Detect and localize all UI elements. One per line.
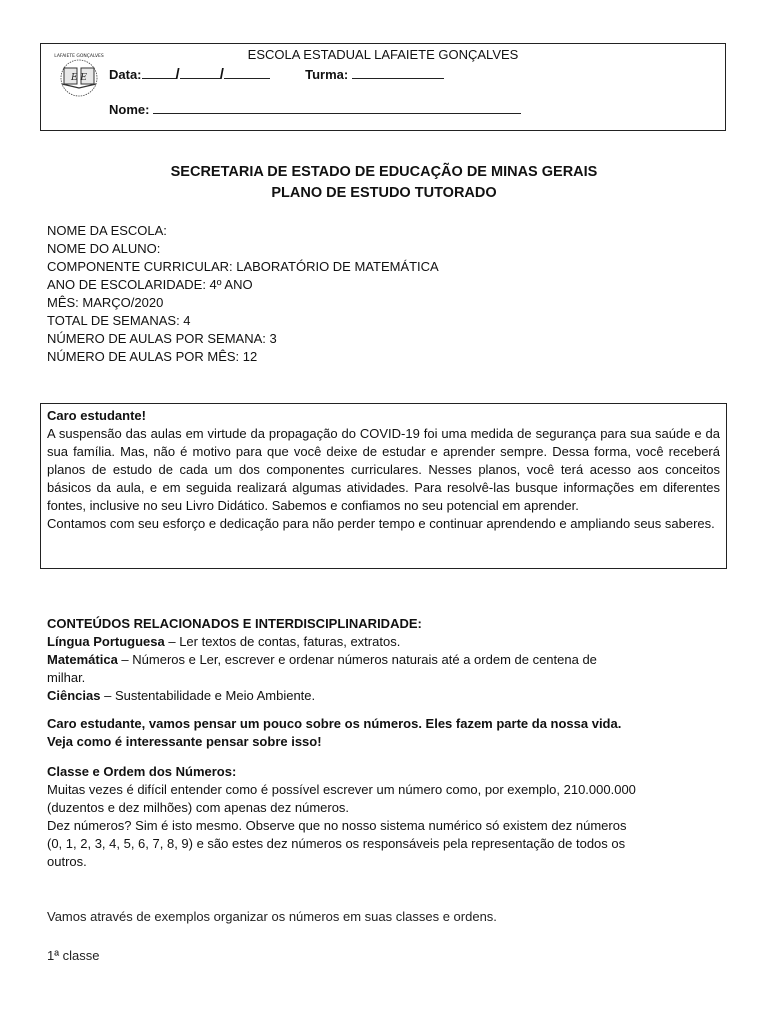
math-label: Matemática	[47, 652, 118, 667]
contents-portuguese	[47, 633, 637, 651]
date-class-line: Data: / / Turma:	[109, 66, 444, 83]
first-class-label: 1ª classe	[47, 948, 100, 963]
examples-text: Vamos através de exemplos organizar os números em suas classes e ordens.	[47, 909, 497, 924]
message-greeting: Caro estudante!	[47, 408, 146, 423]
portuguese-label: Língua Portuguesa	[47, 634, 165, 649]
school-name: ESCOLA ESTADUAL LAFAIETE GONÇALVES	[247, 47, 519, 62]
info-total-weeks: TOTAL DE SEMANAS: 4	[47, 313, 191, 328]
logo-letters: E E	[70, 73, 88, 83]
math-text: – Números e Ler, escrever e ordenar números naturais até a ordem de centena de milhar.	[47, 652, 597, 685]
contents-math	[47, 651, 637, 687]
science-text: – Sustentabilidade e Meio Ambiente.	[100, 688, 316, 703]
contents-science	[47, 687, 637, 705]
date-year-blank[interactable]	[224, 66, 270, 79]
date-month-blank[interactable]	[180, 66, 220, 79]
name-blank[interactable]	[153, 101, 521, 114]
portuguese-text: – Ler textos de contas, faturas, extratos.	[164, 634, 401, 649]
info-school-year: ANO DE ESCOLARIDADE: 4º ANO	[47, 277, 253, 292]
info-curricular-component: COMPONENTE CURRICULAR: LABORATÓRIO DE MATEMÁTICA	[47, 259, 439, 274]
contents-section	[47, 615, 637, 705]
name-line	[109, 101, 521, 117]
message-paragraph-2: Contamos com seu esforço e dedicação para não perder tempo e continuar aprendendo e ampliando seus saberes.	[47, 516, 715, 531]
section-paragraph-2: Dez números? Sim é isto mesmo. Observe que no nosso sistema numérico só existem dez números (0, 1, 2, 3, 4, 5, 6, 7, 8, 9) e são estes dez números os responsáveis pela representação de todos os outros.	[47, 818, 627, 869]
date-label: Data:	[109, 67, 142, 82]
info-student-name: NOME DO ALUNO:	[47, 241, 161, 256]
science-label: Ciências	[47, 688, 101, 703]
student-info-list	[47, 222, 439, 366]
info-month: MÊS: MARÇO/2020	[47, 295, 164, 310]
section-paragraph-1: Muitas vezes é difícil entender como é possível escrever um número como, por exemplo, 210.000.000 (duzentos e dez milhões) com apenas dez números.	[47, 782, 636, 815]
name-label: Nome:	[109, 102, 150, 117]
logo-top-text: LAFAIETE GONÇALVES	[54, 54, 104, 59]
info-classes-per-month: NÚMERO DE AULAS POR MÊS: 12	[47, 349, 258, 364]
class-order-section	[47, 763, 637, 871]
section-title: Classe e Ordem dos Números:	[47, 764, 237, 779]
document-title-line1: SECRETARIA DE ESTADO DE EDUCAÇÃO DE MINAS GERAIS	[170, 164, 598, 180]
contents-heading: CONTEÚDOS RELACIONADOS E INTERDISCIPLINARIDADE:	[47, 616, 422, 631]
class-blank[interactable]	[352, 66, 444, 79]
student-message-box	[40, 403, 727, 569]
date-day-blank[interactable]	[142, 66, 176, 79]
message-paragraph-1: A suspensão das aulas em virtude da propagação do COVID-19 foi uma medida de segurança para sua saúde e da sua família. Mas, não é motivo para que você deixe de estudar e aprender sempre. Dessa forma, você receberá planos de estudo de cada um dos componentes curriculares. Nesses planos, você terá acesso aos conceitos básicos da aula, e em seguida realizará algumas atividades. Para resolvê-las busque informações em diferentes fontes, inclusive no seu Livro Didático. Sabemos e confiamos no seu potencial em aprender.	[47, 426, 720, 513]
intro-paragraph: Caro estudante, vamos pensar um pouco sobre os números. Eles fazem parte da nossa vida. Veja como é interessante pensar sobre isso!	[47, 716, 622, 749]
class-label: Turma:	[305, 67, 349, 82]
school-header-box	[40, 43, 726, 131]
info-classes-per-week: NÚMERO DE AULAS POR SEMANA: 3	[47, 331, 277, 346]
info-school-name: NOME DA ESCOLA:	[47, 223, 167, 238]
document-title-line2: PLANO DE ESTUDO TUTORADO	[271, 185, 497, 201]
